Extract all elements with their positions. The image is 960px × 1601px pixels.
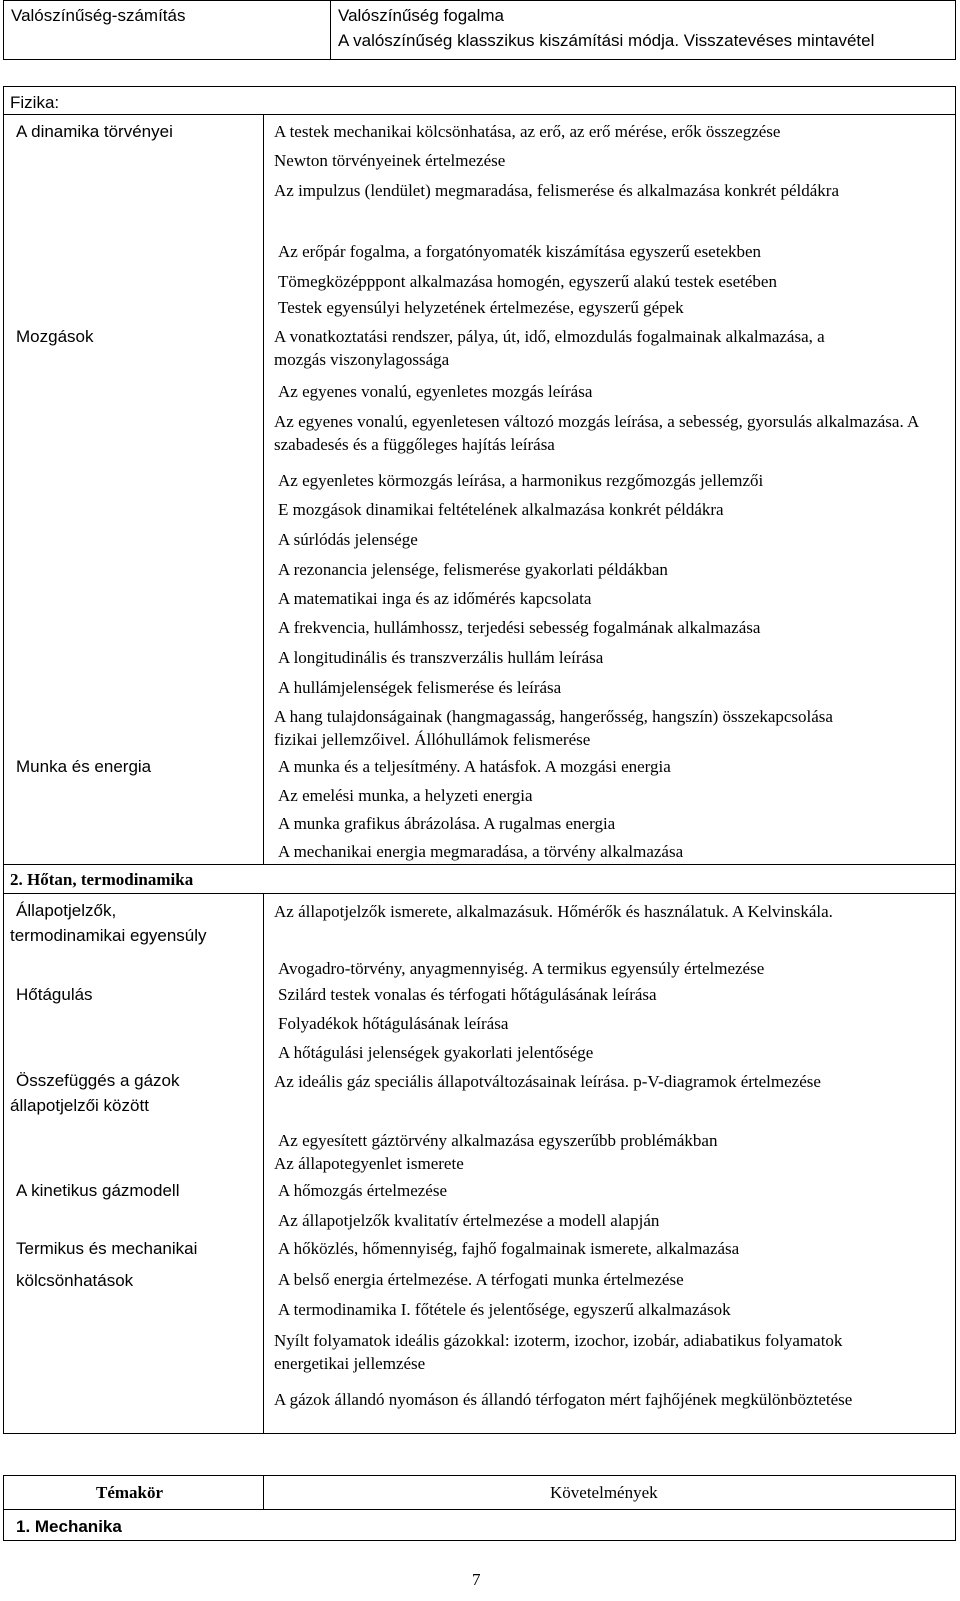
req-gas-2: Az egyesített gáztörvény alkalmazása egyszerűbb problémákban (278, 1131, 718, 1150)
section2-line-bottom (3, 893, 956, 894)
topic-gas-line2: állapotjelzői között (10, 1096, 149, 1115)
topic-thermal-line1: Termikus és mechanikai (16, 1239, 198, 1258)
req-dynamics-4: Az erőpár fogalma, a forgatónyomaték kiszámítása egyszerű esetekben (278, 242, 762, 261)
req-work-1: A munka és a teljesítmény. A hatásfok. A mozgási energia (278, 757, 671, 776)
req-motions-12: A hang tulajdonságainak (hangmagasság, hangerősség, hangszín) összekapcsolása fizikai jellemzőivel. Állóhullámok felismerése (274, 707, 833, 749)
req-thermal-5: A gázok állandó nyomáson és állandó térfogaton mért fajhőjének megkülönböztetése (274, 1390, 853, 1409)
topic-expansion: Hőtágulás (16, 985, 93, 1004)
top-table-divider (330, 0, 331, 60)
topic-motions: Mozgások (16, 327, 94, 346)
req-motions-10: A longitudinális és transzverzális hullám leírása (278, 648, 604, 667)
req-state-1: Az állapotjelzők ismerete, alkalmazásuk. Hőmérők és használatuk. A Kelvinskála. (274, 902, 833, 921)
req-thermal-4: Nyílt folyamatok ideális gázokkal: izoterm, izochor, izobár, adiabatikus folyamatok energetikai jellemzése (274, 1331, 843, 1373)
topic-kinetic: A kinetikus gázmodell (16, 1181, 180, 1200)
req-thermal-1: A hőközlés, hőmennyiség, fajhő fogalmainak ismerete, alkalmazása (278, 1239, 740, 1258)
req-kinetic-2: Az állapotjelzők kvalitatív értelmezése a modell alapján (278, 1211, 660, 1230)
req-motions-3: Az egyenes vonalú, egyenletesen változó mozgás leírása, a sebesség, gyorsulás alkalmazása. A szabadesés és a függőleges hajítás leírása (274, 412, 919, 454)
req-work-2: Az emelési munka, a helyzeti energia (278, 786, 533, 805)
section2-line-top (3, 864, 956, 865)
req-motions-9: A frekvencia, hullámhossz, terjedési sebesség fogalmának alkalmazása (278, 618, 761, 637)
bottom-col2-header: Követelmények (550, 1483, 658, 1502)
req-dynamics-1: A testek mechanikai kölcsönhatása, az erő, az erő mérése, erők összegzése (274, 122, 781, 141)
req-motions-11: A hullámjelenségek felismerése és leírása (278, 678, 562, 697)
req-dynamics-3: Az impulzus (lendület) megmaradása, felismerése és alkalmazása konkrét példákra (274, 181, 840, 200)
req-state-2: Avogadro-törvény, anyagmennyiség. A termikus egyensúly értelmezése (278, 959, 765, 978)
topic-thermal-line2: kölcsönhatások (16, 1271, 134, 1290)
req-motions-7: A rezonancia jelensége, felismerése gyakorlati példákban (278, 560, 668, 579)
req-thermal-3: A termodinamika I. főtétele és jelentősége, egyszerű alkalmazások (278, 1300, 731, 1319)
bottom-col1-header: Témakör (96, 1483, 164, 1502)
topic-gas-line1: Összefüggés a gázok (16, 1071, 180, 1090)
bottom-row-label: 1. Mechanika (16, 1517, 122, 1536)
req-kinetic-1: A hőmozgás értelmezése (278, 1181, 447, 1200)
topic-dynamics: A dinamika törvényei (16, 122, 173, 141)
topic-state-line1: Állapotjelzők, (16, 901, 117, 920)
req-motions-4: Az egyenletes körmozgás leírása, a harmonikus rezgőmozgás jellemzői (278, 471, 764, 490)
req-dynamics-2: Newton törvényeinek értelmezése (274, 151, 506, 170)
top-table-req-1: Valószínűség fogalma (338, 6, 505, 25)
req-work-3: A munka grafikus ábrázolása. A rugalmas energia (278, 814, 616, 833)
req-dynamics-6: Testek egyensúlyi helyzetének értelmezése, egyszerű gépek (278, 298, 684, 317)
req-expansion-3: A hőtágulási jelenségek gyakorlati jelentősége (278, 1043, 594, 1062)
main-table-header-line (3, 114, 956, 115)
physics-heading: Fizika: (10, 93, 60, 112)
req-expansion-2: Folyadékok hőtágulásának leírása (278, 1014, 509, 1033)
req-work-4: A mechanikai energia megmaradása, a törvény alkalmazása (278, 842, 684, 861)
main-table-col-divider-2 (263, 893, 264, 1434)
req-thermal-2: A belső energia értelmezése. A térfogati munka értelmezése (278, 1270, 684, 1289)
req-motions-6: A súrlódás jelensége (278, 530, 418, 549)
page-number: 7 (472, 1570, 481, 1589)
topic-state-line2: termodinamikai egyensúly (10, 926, 207, 945)
req-expansion-1: Szilárd testek vonalas és térfogati hőtágulásának leírása (278, 985, 657, 1004)
topic-work: Munka és energia (16, 757, 152, 776)
req-dynamics-5: Tömegközépppont alkalmazása homogén, egyszerű alakú testek esetében (278, 272, 777, 291)
req-gas-1: Az ideális gáz speciális állapotváltozásainak leírása. p-V-diagramok értelmezése (274, 1072, 821, 1091)
top-table-topic: Valószínűség-számítás (11, 6, 186, 25)
req-motions-5: E mozgások dinamikai feltételének alkalmazása konkrét példákra (278, 500, 724, 519)
req-gas-3: Az állapotegyenlet ismerete (274, 1154, 464, 1173)
main-table-col-divider-1 (263, 114, 264, 864)
req-motions-8: A matematikai inga és az időmérés kapcsolata (278, 589, 592, 608)
section2-heading: 2. Hőtan, termodinamika (10, 870, 194, 889)
top-table-req-2: A valószínűség klasszikus kiszámítási módja. Visszatevéses mintavétel (338, 31, 875, 50)
req-motions-2: Az egyenes vonalú, egyenletes mozgás leírása (278, 382, 593, 401)
req-motions-1: A vonatkoztatási rendszer, pálya, út, idő, elmozdulás fogalmainak alkalmazása, a mozgás viszonylagossága (274, 327, 825, 369)
bottom-table-row-line (3, 1509, 956, 1510)
bottom-table-divider (263, 1475, 264, 1509)
